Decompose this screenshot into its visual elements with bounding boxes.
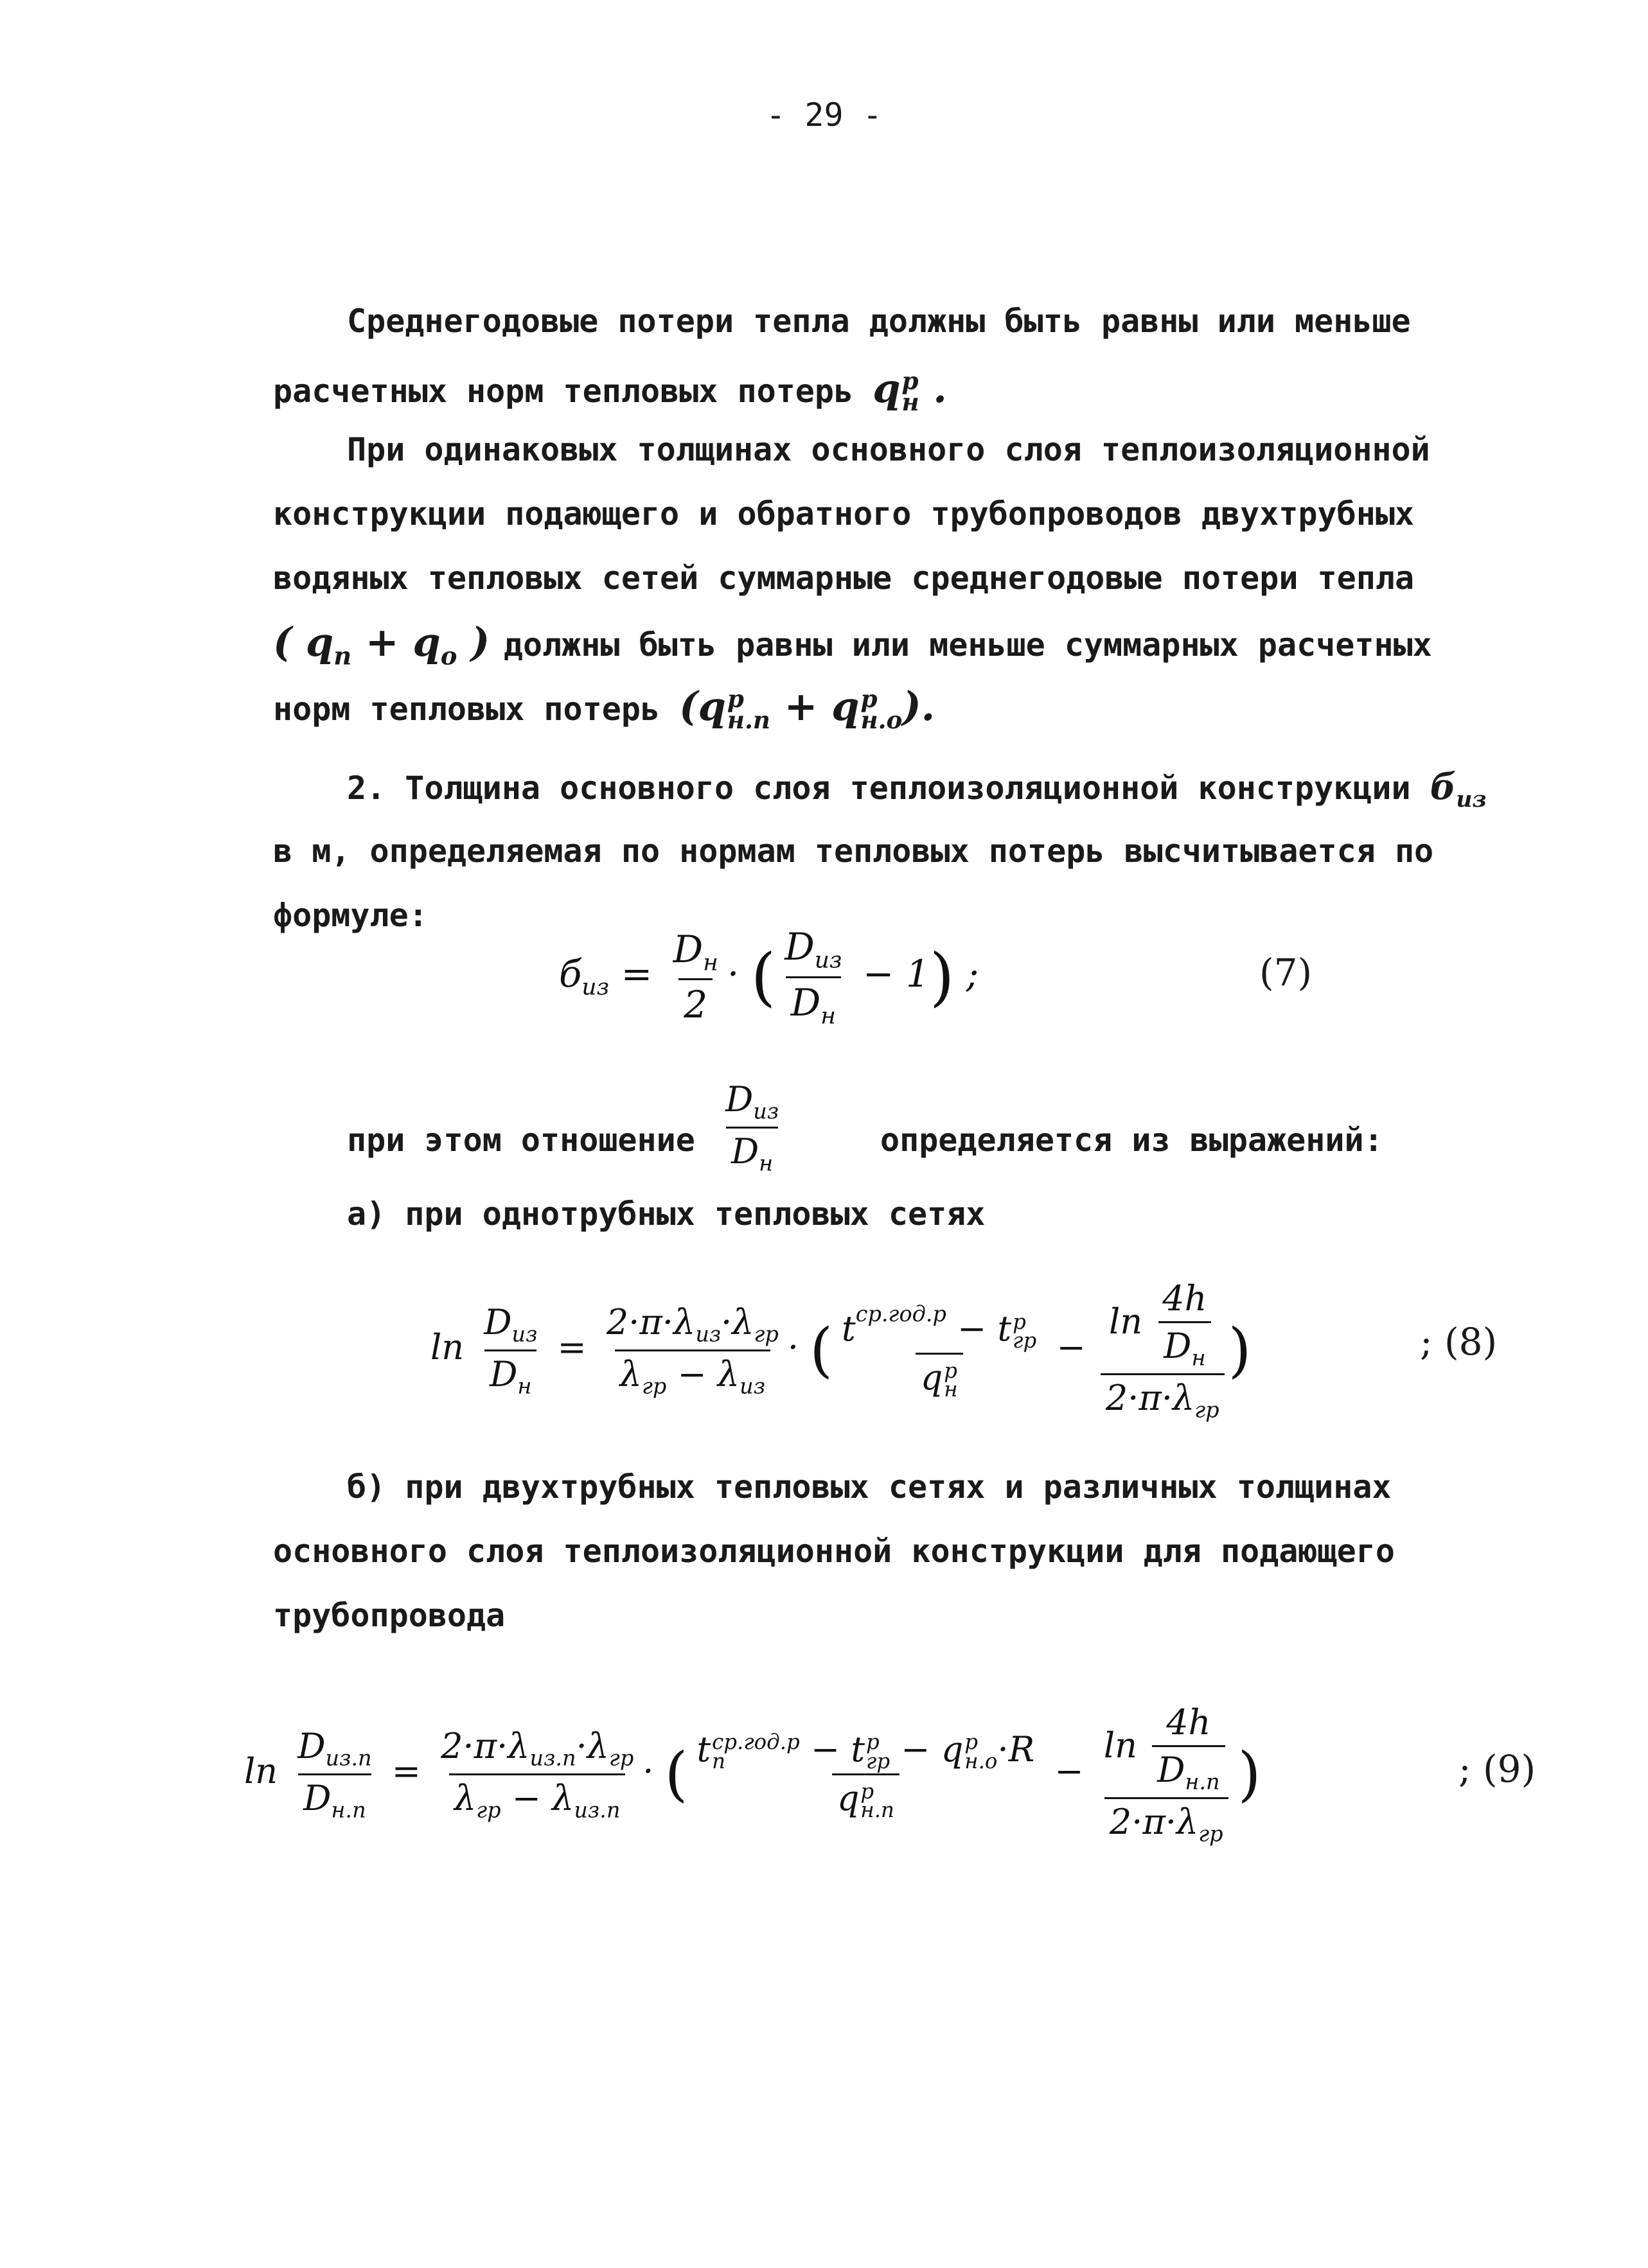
- item-b-line3: трубопровода: [273, 1597, 506, 1634]
- equation-9: ln $\frac{D_{из.п}}{D_{н.п}}$ = $\frac{2\cdot\pi\cdot\lambda_{из.п}\cdot\lambda_{гр}}{\lambda_{гр} - \lambda_{из.п}}$ · ( t ср.год.р п − t p гр − q p н.о ·R q p н.п − ln $\frac{4h}{D_{н.п}}$ $2\cdot\pi\cdot\lambda_{гр}$ ): [244, 1702, 1261, 1847]
- qp-plus-qo-symbol: ( $q_п + q_о$ ): [273, 619, 504, 671]
- item-b-line2: основного слоя теплоизоляционной конструкции для подающего: [273, 1533, 1395, 1570]
- page-number: - 29 -: [766, 96, 882, 134]
- para2-line3: водяных тепловых сетей суммарные среднегодовые потери тепла: [273, 559, 1415, 597]
- para2-line1: При одинаковых толщинах основного слоя теплоизоляционной: [347, 431, 1430, 468]
- equation-8-number: ; (8): [1420, 1320, 1498, 1364]
- para2-line5: норм тепловых потерь (q p н.п + q p н.о ).: [273, 683, 935, 734]
- qnp-sum-symbol: (q p н.п + q p н.о ).: [679, 683, 935, 734]
- para3-line2: в м, определяемая по нормам тепловых потерь высчитывается по: [273, 832, 1434, 870]
- item-b-line1: б) при двухтрубных тепловых сетях и различных толщинах: [347, 1468, 1392, 1506]
- equation-8: ln $\frac{D_{из}}{D_н}$ = $\frac{2\cdot\pi\cdot\lambda_{из}\cdot\lambda_{гр}}{\lambda_{гр} - \lambda_{из}}$ · ( $t^{ср.год.р} - t$ p гр q p н − ln $\frac{4h}{D_н}$ $2\cdot\pi\cdot\lambda_{гр}$ ): [430, 1278, 1252, 1423]
- para3-line1: 2. Толщина основного слоя теплоизоляционной конструкции $б_{из}$: [347, 766, 1487, 813]
- ratio-line-before: при этом отношение: [347, 1121, 695, 1159]
- ratio-dizdn: $\frac{D_{из}}{D_н}$: [725, 1079, 779, 1176]
- para1-line2: расчетных норм тепловых потерь q p н .: [273, 365, 947, 416]
- equation-7-number: (7): [1259, 951, 1313, 994]
- equation-7: $б_{из}$ = $\frac{D_н}{2}$ · ( $\frac{D_{из}}{D_н}$ − 1) ;: [559, 925, 979, 1030]
- para2-line4: ( $q_п + q_о$ ) должны быть равны или меньше суммарных расчетных: [273, 619, 1432, 671]
- para2-line2: конструкции подающего и обратного трубопроводов двухтрубных: [273, 495, 1415, 532]
- qnp-symbol: q p н .: [873, 365, 947, 416]
- delta-iz-symbol: $б_{из}$: [1430, 766, 1487, 813]
- equation-9-number: ; (9): [1458, 1747, 1536, 1791]
- para3-line3: формуле:: [273, 897, 428, 934]
- ratio-line-after: определяется из выражений:: [880, 1121, 1383, 1159]
- item-a: а) при однотрубных тепловых сетях: [347, 1195, 986, 1233]
- para1-line1: Среднегодовые потери тепла должны быть равны или меньше: [347, 303, 1411, 340]
